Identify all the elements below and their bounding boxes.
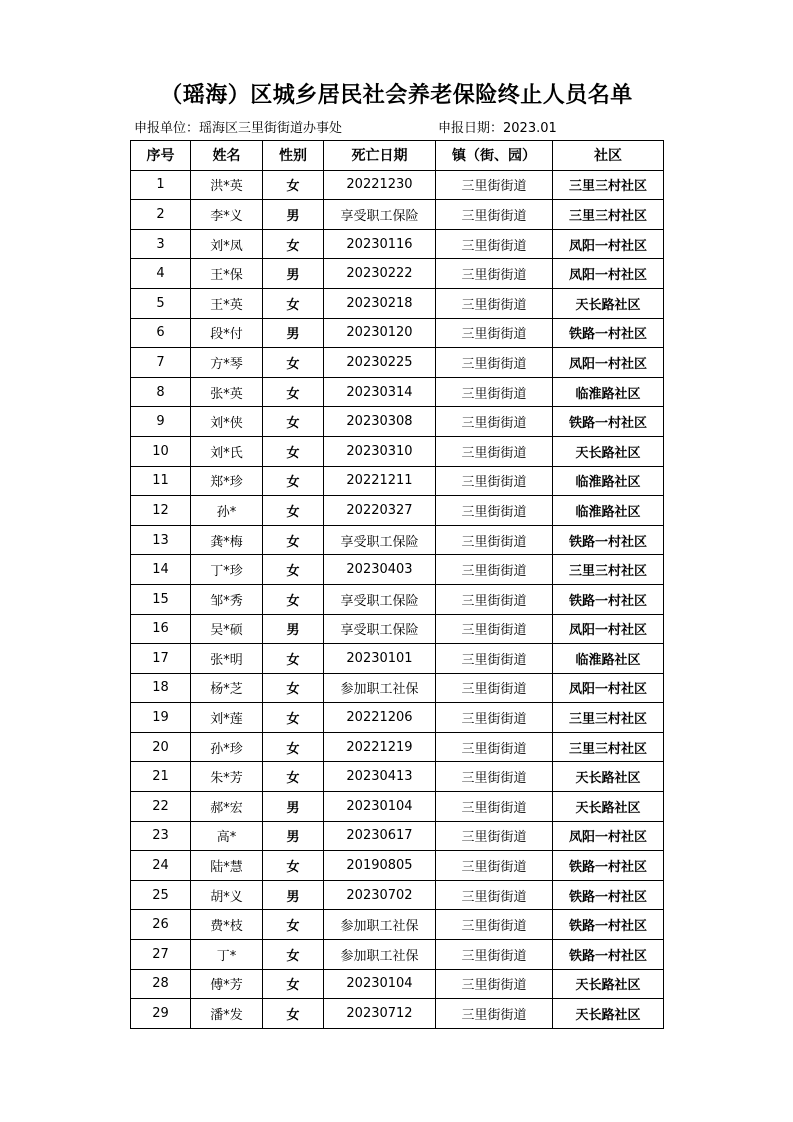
table-row [131,170,664,200]
cell-death-date: 20230308 [324,407,436,437]
table-row [131,851,664,881]
cell-index: 29 [131,999,191,1029]
cell-community: 铁路一村社区 [553,851,664,881]
cell-index: 19 [131,703,191,733]
cell-gender: 女 [263,703,324,733]
cell-gender: 女 [263,732,324,762]
table-row [131,407,664,437]
cell-town: 三里街街道 [436,732,553,762]
table-row [131,940,664,970]
cell-name: 傅*芳 [191,969,263,999]
cell-name: 陆*慧 [191,851,263,881]
cell-town: 三里街街道 [436,555,553,585]
cell-death-date: 参加职工社保 [324,940,436,970]
cell-gender: 女 [263,910,324,940]
cell-community: 临淮路社区 [553,377,664,407]
table-row [131,821,664,851]
table-row [131,762,664,792]
cell-community: 铁路一村社区 [553,910,664,940]
cell-index: 3 [131,229,191,259]
table-row [131,880,664,910]
cell-name: 段*付 [191,318,263,348]
cell-town: 三里街街道 [436,880,553,910]
cell-death-date: 20220327 [324,496,436,526]
cell-community: 凤阳一村社区 [553,673,664,703]
cell-gender: 女 [263,496,324,526]
cell-gender: 男 [263,318,324,348]
cell-gender: 男 [263,259,324,289]
cell-death-date: 20221206 [324,703,436,733]
table-row [131,318,664,348]
cell-index: 6 [131,318,191,348]
cell-index: 2 [131,200,191,230]
cell-community: 铁路一村社区 [553,584,664,614]
cell-town: 三里街街道 [436,318,553,348]
cell-name: 郝*宏 [191,792,263,822]
cell-community: 凤阳一村社区 [553,348,664,378]
cell-gender: 女 [263,348,324,378]
table-row [131,584,664,614]
cell-death-date: 20230310 [324,436,436,466]
cell-name: 邹*秀 [191,584,263,614]
cell-death-date: 20230712 [324,999,436,1029]
cell-index: 24 [131,851,191,881]
table-row [131,555,664,585]
table-row [131,644,664,674]
cell-town: 三里街街道 [436,584,553,614]
table-row [131,377,664,407]
table-row [131,496,664,526]
cell-index: 9 [131,407,191,437]
cell-town: 三里街街道 [436,436,553,466]
cell-death-date: 20230225 [324,348,436,378]
cell-gender: 男 [263,614,324,644]
table-row [131,792,664,822]
table-row [131,229,664,259]
cell-community: 临淮路社区 [553,466,664,496]
cell-name: 方*琴 [191,348,263,378]
table-row [131,673,664,703]
cell-name: 刘*莲 [191,703,263,733]
cell-name: 张*英 [191,377,263,407]
cell-community: 三里三村社区 [553,170,664,200]
cell-community: 凤阳一村社区 [553,821,664,851]
cell-community: 铁路一村社区 [553,940,664,970]
cell-death-date: 20221219 [324,732,436,762]
cell-death-date: 20230702 [324,880,436,910]
cell-index: 21 [131,762,191,792]
cell-index: 5 [131,288,191,318]
cell-index: 13 [131,525,191,555]
cell-community: 天长路社区 [553,762,664,792]
cell-index: 16 [131,614,191,644]
cell-name: 胡*义 [191,880,263,910]
cell-gender: 男 [263,200,324,230]
cell-index: 4 [131,259,191,289]
cell-name: 杨*芝 [191,673,263,703]
cell-town: 三里街街道 [436,466,553,496]
cell-index: 20 [131,732,191,762]
cell-death-date: 20230218 [324,288,436,318]
cell-name: 吴*硕 [191,614,263,644]
cell-town: 三里街街道 [436,969,553,999]
cell-index: 1 [131,170,191,200]
cell-town: 三里街街道 [436,348,553,378]
cell-death-date: 20230104 [324,969,436,999]
cell-index: 17 [131,644,191,674]
cell-name: 丁*珍 [191,555,263,585]
cell-gender: 女 [263,762,324,792]
cell-name: 刘*氏 [191,436,263,466]
table-row [131,466,664,496]
cell-town: 三里街街道 [436,644,553,674]
table-row [131,910,664,940]
cell-community: 铁路一村社区 [553,525,664,555]
cell-community: 铁路一村社区 [553,880,664,910]
cell-gender: 女 [263,170,324,200]
cell-death-date: 20221211 [324,466,436,496]
cell-town: 三里街街道 [436,792,553,822]
cell-index: 15 [131,584,191,614]
cell-death-date: 20190805 [324,851,436,881]
cell-gender: 女 [263,969,324,999]
cell-town: 三里街街道 [436,200,553,230]
cell-gender: 女 [263,584,324,614]
cell-town: 三里街街道 [436,821,553,851]
cell-gender: 男 [263,880,324,910]
cell-name: 刘*侠 [191,407,263,437]
header-gender: 性别 [263,141,324,171]
table-row [131,614,664,644]
cell-community: 三里三村社区 [553,200,664,230]
cell-gender: 男 [263,821,324,851]
table-row [131,525,664,555]
cell-death-date: 20230222 [324,259,436,289]
cell-index: 8 [131,377,191,407]
cell-index: 27 [131,940,191,970]
cell-death-date: 20230413 [324,762,436,792]
cell-gender: 女 [263,436,324,466]
header-community: 社区 [553,141,664,171]
header-name: 姓名 [191,141,263,171]
cell-gender: 男 [263,792,324,822]
cell-name: 潘*发 [191,999,263,1029]
header-death-date: 死亡日期 [324,141,436,171]
cell-name: 李*义 [191,200,263,230]
table-row [131,288,664,318]
cell-index: 23 [131,821,191,851]
cell-index: 26 [131,910,191,940]
cell-index: 12 [131,496,191,526]
cell-town: 三里街街道 [436,496,553,526]
cell-index: 10 [131,436,191,466]
cell-community: 铁路一村社区 [553,407,664,437]
cell-community: 三里三村社区 [553,703,664,733]
table-header-row [131,141,664,171]
cell-community: 临淮路社区 [553,644,664,674]
cell-name: 高* [191,821,263,851]
termination-list-table [130,140,664,1029]
cell-name: 孙*珍 [191,732,263,762]
cell-gender: 女 [263,229,324,259]
cell-name: 郑*珍 [191,466,263,496]
cell-name: 刘*凤 [191,229,263,259]
cell-death-date: 参加职工社保 [324,910,436,940]
cell-gender: 女 [263,466,324,496]
cell-index: 18 [131,673,191,703]
cell-death-date: 20230403 [324,555,436,585]
cell-death-date: 参加职工社保 [324,673,436,703]
cell-gender: 女 [263,999,324,1029]
cell-town: 三里街街道 [436,229,553,259]
cell-index: 14 [131,555,191,585]
cell-gender: 女 [263,673,324,703]
cell-death-date: 20230116 [324,229,436,259]
header-town: 镇（街、园） [436,141,553,171]
cell-town: 三里街街道 [436,170,553,200]
cell-town: 三里街街道 [436,259,553,289]
cell-name: 丁* [191,940,263,970]
cell-name: 王*保 [191,259,263,289]
cell-gender: 女 [263,377,324,407]
reporting-unit: 申报单位：瑶海区三里街街道办事处 [134,121,343,136]
table-row [131,200,664,230]
cell-community: 凤阳一村社区 [553,259,664,289]
cell-gender: 女 [263,940,324,970]
cell-death-date: 20230101 [324,644,436,674]
cell-community: 天长路社区 [553,436,664,466]
cell-community: 三里三村社区 [553,732,664,762]
cell-death-date: 20230104 [324,792,436,822]
cell-town: 三里街街道 [436,288,553,318]
cell-death-date: 享受职工保险 [324,614,436,644]
cell-death-date: 20230314 [324,377,436,407]
cell-name: 洪*英 [191,170,263,200]
cell-death-date: 20230617 [324,821,436,851]
cell-town: 三里街街道 [436,910,553,940]
cell-community: 凤阳一村社区 [553,614,664,644]
cell-gender: 女 [263,288,324,318]
cell-gender: 女 [263,525,324,555]
cell-gender: 女 [263,407,324,437]
cell-community: 临淮路社区 [553,496,664,526]
cell-town: 三里街街道 [436,673,553,703]
header-index: 序号 [131,141,191,171]
cell-gender: 女 [263,851,324,881]
cell-town: 三里街街道 [436,940,553,970]
table-row [131,999,664,1029]
cell-index: 11 [131,466,191,496]
cell-index: 22 [131,792,191,822]
cell-town: 三里街街道 [436,614,553,644]
cell-name: 费*枝 [191,910,263,940]
cell-town: 三里街街道 [436,525,553,555]
table-row [131,969,664,999]
cell-index: 25 [131,880,191,910]
cell-death-date: 享受职工保险 [324,525,436,555]
cell-name: 张*明 [191,644,263,674]
reporting-date: 申报日期：2023.01 [438,121,557,136]
cell-community: 凤阳一村社区 [553,229,664,259]
cell-community: 天长路社区 [553,792,664,822]
cell-town: 三里街街道 [436,407,553,437]
cell-gender: 女 [263,644,324,674]
cell-index: 28 [131,969,191,999]
cell-death-date: 享受职工保险 [324,584,436,614]
cell-name: 朱*芳 [191,762,263,792]
table-row [131,703,664,733]
cell-town: 三里街街道 [436,703,553,733]
cell-name: 龚*梅 [191,525,263,555]
cell-community: 天长路社区 [553,288,664,318]
table-row [131,732,664,762]
cell-town: 三里街街道 [436,999,553,1029]
cell-community: 三里三村社区 [553,555,664,585]
cell-town: 三里街街道 [436,851,553,881]
cell-community: 天长路社区 [553,999,664,1029]
cell-community: 天长路社区 [553,969,664,999]
table-row [131,436,664,466]
cell-town: 三里街街道 [436,762,553,792]
cell-name: 孙* [191,496,263,526]
cell-index: 7 [131,348,191,378]
cell-community: 铁路一村社区 [553,318,664,348]
cell-death-date: 20221230 [324,170,436,200]
cell-town: 三里街街道 [436,377,553,407]
cell-death-date: 享受职工保险 [324,200,436,230]
cell-name: 王*英 [191,288,263,318]
table-row [131,259,664,289]
table-row [131,348,664,378]
cell-gender: 女 [263,555,324,585]
document-title: （瑶海）区城乡居民社会养老保险终止人员名单 [160,83,633,108]
cell-death-date: 20230120 [324,318,436,348]
